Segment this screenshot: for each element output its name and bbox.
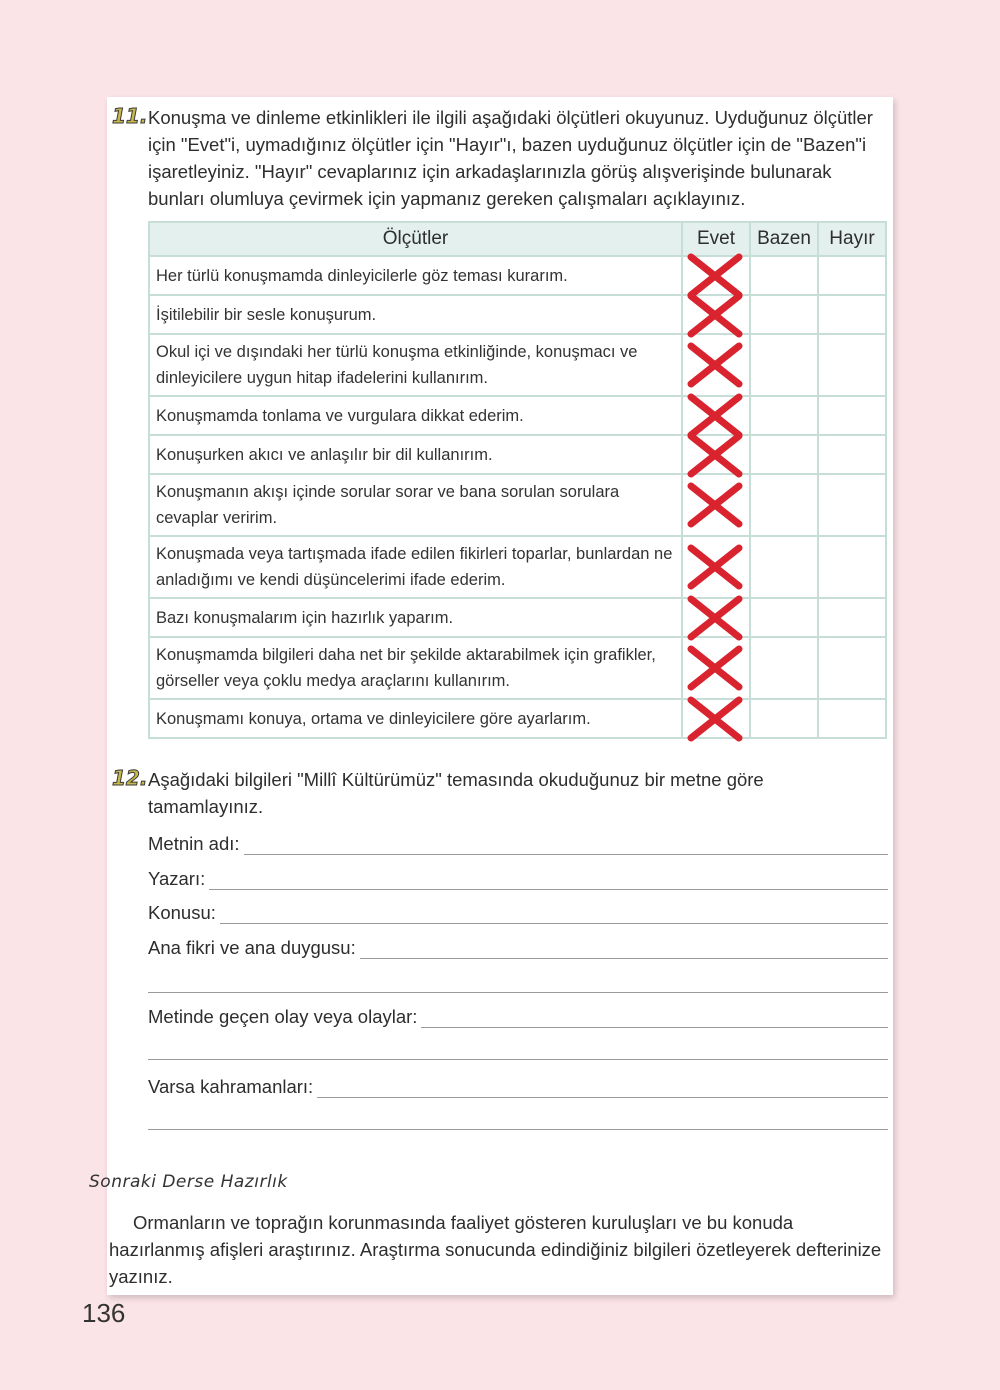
field-title[interactable] [148,833,888,855]
no-cell[interactable] [818,536,886,598]
answer-line[interactable] [148,1129,888,1130]
no-cell[interactable] [818,474,886,536]
answer-line[interactable] [317,1079,888,1098]
field-subject[interactable] [148,902,888,924]
answer-line[interactable] [148,992,888,993]
x-mark-icon [685,645,745,691]
criteria-table [148,221,887,739]
no-cell[interactable] [818,637,886,699]
field-title-label: Metnin adı: [148,833,240,854]
criterion-text: Konuşmada veya tartışmada ifade edilen fikirleri toparlar, bunlardan ne anladığımı ve kendi düşüncelerimi ifade ederim. [149,536,682,598]
criterion-text: Konuşmamda bilgileri daha net bir şekilde aktarabilmek için grafikler, görseller veya çoklu medya araçlarını kullanırım. [149,637,682,699]
sometimes-cell[interactable] [750,536,818,598]
sometimes-cell[interactable] [750,474,818,536]
sometimes-cell[interactable] [750,598,818,637]
sometimes-cell[interactable] [750,396,818,435]
table-row [149,699,886,738]
header-no: Hayır [818,222,886,256]
field-main-idea-label: Ana fikri ve ana duygusu: [148,937,356,958]
header-sometimes: Bazen [750,222,818,256]
field-author[interactable] [148,868,888,890]
table-row [149,396,886,435]
field-events-label: Metinde geçen olay veya olaylar: [148,1006,418,1027]
criterion-text: Konuşurken akıcı ve anlaşılır bir dil kullanırım. [149,435,682,474]
table-row [149,536,886,598]
no-cell[interactable] [818,334,886,396]
no-cell[interactable] [818,598,886,637]
yes-cell[interactable] [682,295,750,334]
prep-heading: Sonraki Derse Hazırlık [89,1172,288,1192]
answer-line[interactable] [421,1009,888,1028]
x-mark-icon [685,482,745,528]
criterion-text: Konuşmamda tonlama ve vurgulara dikkat ederim. [149,396,682,435]
field-subject-label: Konusu: [148,902,216,923]
question-11-text: Konuşma ve dinleme etkinlikleri ile ilgili aşağıdaki ölçütleri okuyunuz. Uyduğunuz ölçütler için "Evet"i, uymadığınız ölçütler için "Hayır"ı, bazen uyduğunuz ölçütler için de "Bazen"i işaretleyiniz. "Hayır" cevaplarınız için arkadaşlarınızla görüş alışverişinde bulunarak bunları olumluya çevirmek için yapmanız gereken çalışmaları açıklayınız. [148,107,873,209]
x-mark-icon [685,432,745,478]
table-row [149,474,886,536]
answer-line[interactable] [148,1059,888,1060]
yes-cell[interactable] [682,536,750,598]
x-mark-icon [685,595,745,641]
field-characters[interactable] [148,1076,888,1098]
answer-line[interactable] [360,940,888,959]
criterion-text: Her türlü konuşmamda dinleyicilerle göz teması kurarım. [149,256,682,295]
x-mark-icon [685,696,745,742]
criterion-text: Okul içi ve dışındaki her türlü konuşma etkinliğinde, konuşmacı ve dinleyicilere uygun hitap ifadelerini kullanırım. [149,334,682,396]
answer-line[interactable] [244,836,888,855]
no-cell[interactable] [818,295,886,334]
sometimes-cell[interactable] [750,699,818,738]
yes-cell[interactable] [682,435,750,474]
question-12-text: Aşağıdaki bilgileri "Millî Kültürümüz" temasında okuduğunuz bir metne göre tamamlayınız. [148,769,764,817]
answer-line[interactable] [220,905,888,924]
field-author-label: Yazarı: [148,868,206,889]
table-row [149,435,886,474]
x-mark-icon [685,544,745,590]
field-main-idea[interactable] [148,937,888,959]
yes-cell[interactable] [682,699,750,738]
x-mark-icon [685,292,745,338]
page-number: 136 [82,1298,126,1328]
sometimes-cell[interactable] [750,295,818,334]
sometimes-cell[interactable] [750,334,818,396]
question-12-number: 12. [112,766,148,790]
criterion-text: Bazı konuşmalarım için hazırlık yaparım. [149,598,682,637]
field-characters-label: Varsa kahramanları: [148,1076,314,1097]
yes-cell[interactable] [682,474,750,536]
yes-cell[interactable] [682,396,750,435]
criterion-text: İşitilebilir bir sesle konuşurum. [149,295,682,334]
table-row [149,295,886,334]
table-row [149,637,886,699]
criterion-text: Konuşmamı konuya, ortama ve dinleyicilere göre ayarlarım. [149,699,682,738]
yes-cell[interactable] [682,256,750,295]
x-mark-icon [685,342,745,388]
sometimes-cell[interactable] [750,637,818,699]
no-cell[interactable] [818,699,886,738]
table-header-row [149,222,886,256]
sometimes-cell[interactable] [750,256,818,295]
question-11-number: 11. [112,104,148,128]
yes-cell[interactable] [682,598,750,637]
table-row [149,334,886,396]
no-cell[interactable] [818,435,886,474]
table-row [149,256,886,295]
header-criteria: Ölçütler [149,222,682,256]
yes-cell[interactable] [682,334,750,396]
yes-cell[interactable] [682,637,750,699]
field-events[interactable] [148,1006,888,1028]
prep-text: Ormanların ve toprağın korunmasında faaliyet gösteren kuruluşları ve bu konuda hazırlanmış afişleri araştırınız. Araştırma sonucunda edindiğiniz bilgileri özetleyerek defterinize yazınız. [109,1212,882,1287]
table-row [149,598,886,637]
criterion-text: Konuşmanın akışı içinde sorular sorar ve bana sorulan sorulara cevaplar veririm. [149,474,682,536]
answer-line[interactable] [209,871,888,890]
no-cell[interactable] [818,256,886,295]
no-cell[interactable] [818,396,886,435]
sometimes-cell[interactable] [750,435,818,474]
header-yes: Evet [682,222,750,256]
